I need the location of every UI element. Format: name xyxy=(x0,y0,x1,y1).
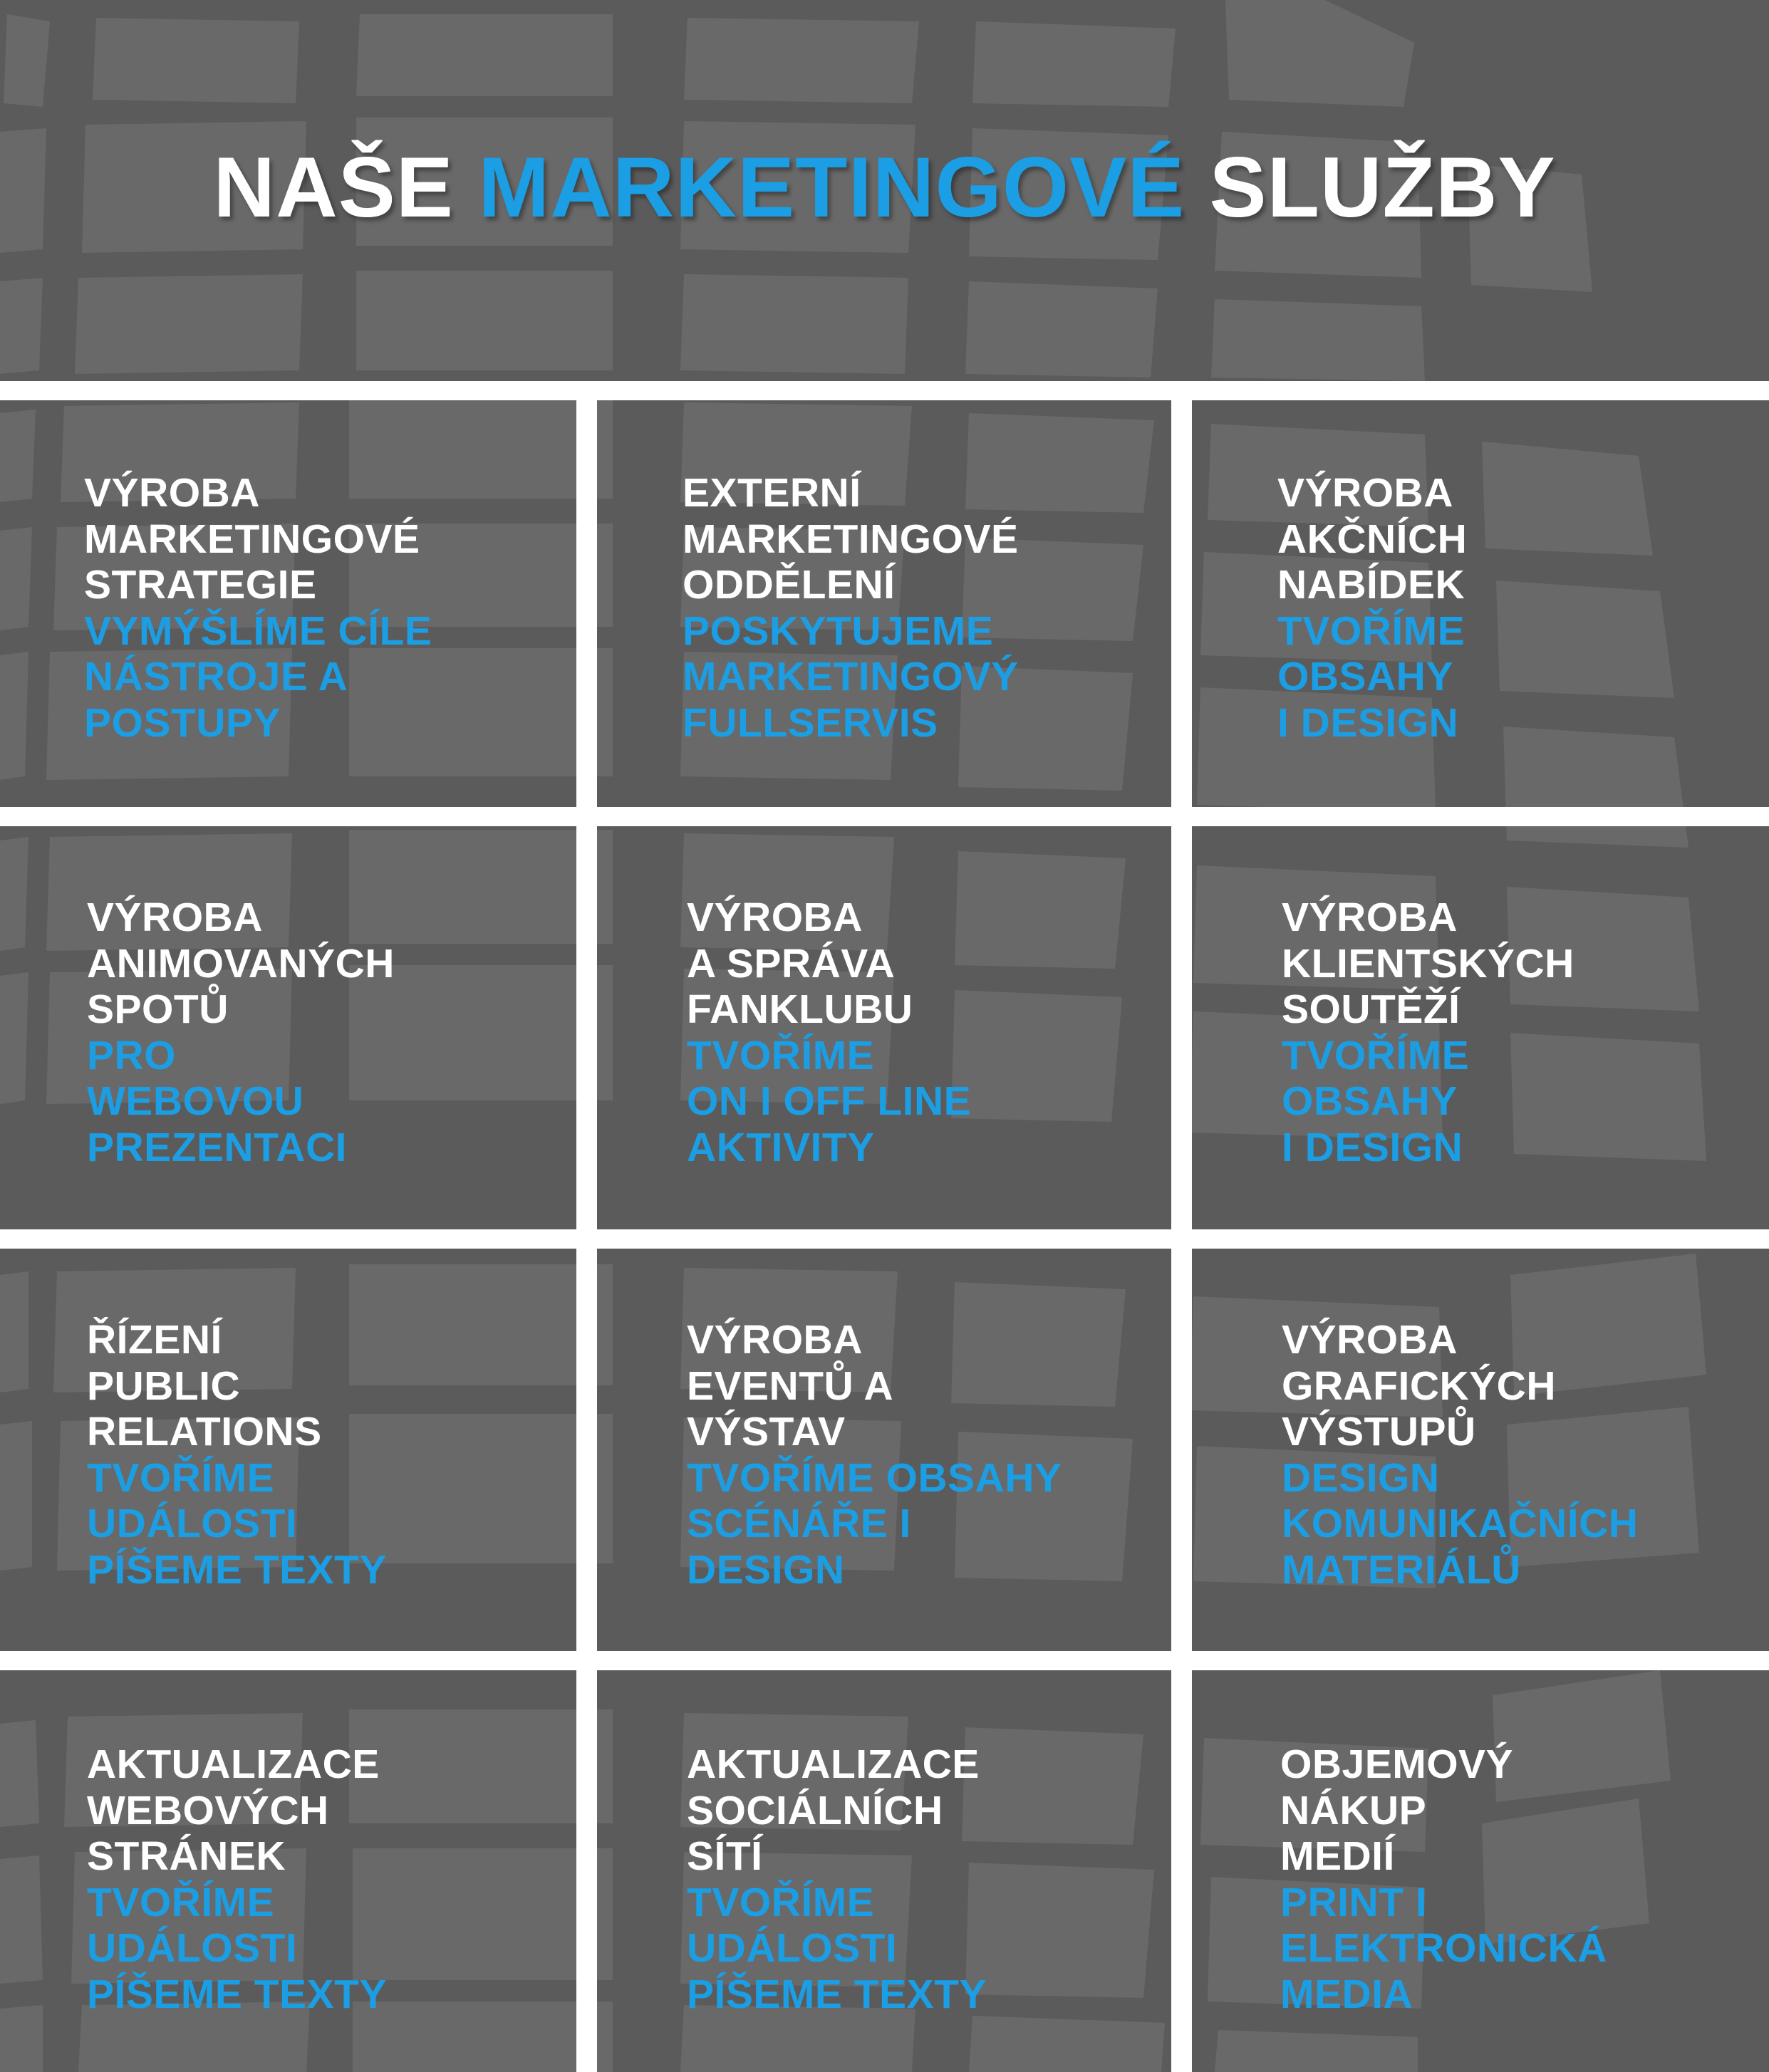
service-tile xyxy=(1192,400,1769,807)
service-title: VÝROBA ANIMOVANÝCH SPOTŮ xyxy=(87,895,395,1032)
service-tile xyxy=(1192,1670,1769,2072)
service-subtitle: POSKYTUJEME MARKETINGOVÝ FULLSERVIS xyxy=(683,608,1019,746)
service-title: VÝROBA KLIENTSKÝCH SOUTĚŽÍ xyxy=(1282,895,1575,1032)
service-title: VÝROBA EVENTŮ A VÝSTAV xyxy=(687,1317,894,1454)
service-subtitle: TVOŘÍME OBSAHY I DESIGN xyxy=(1277,608,1465,746)
service-title: VÝROBA MARKETINGOVÉ STRATEGIE xyxy=(84,470,420,608)
service-title: VÝROBA AKČNÍCH NABÍDEK xyxy=(1277,470,1468,608)
service-tile xyxy=(0,400,576,807)
divider-horizontal-1 xyxy=(0,807,1769,826)
service-tile xyxy=(597,1249,1171,1651)
divider-horizontal-2 xyxy=(0,1229,1769,1249)
service-subtitle: TVOŘÍME UDÁLOSTI PÍŠEME TEXTY xyxy=(87,1454,387,1593)
service-subtitle: TVOŘÍME ON I OFF LINE AKTIVITY xyxy=(687,1032,972,1170)
title-accent: MARKETINGOVÉ xyxy=(478,139,1186,235)
divider-horizontal-top xyxy=(0,381,1769,400)
page-title xyxy=(213,138,1555,236)
service-tile xyxy=(597,1670,1171,2072)
service-tile xyxy=(597,826,1171,1229)
divider-horizontal-3 xyxy=(0,1651,1769,1670)
service-tile xyxy=(1192,1249,1769,1651)
service-subtitle: PRINT I ELEKTRONICKÁ MEDIA xyxy=(1280,1879,1607,2017)
service-title: EXTERNÍ MARKETINGOVÉ ODDĚLENÍ xyxy=(683,470,1019,608)
service-subtitle: TVOŘÍME UDÁLOSTI PÍŠEME TEXTY xyxy=(687,1879,987,2017)
service-subtitle: VYMÝŠLÍME CÍLE NÁSTROJE A POSTUPY xyxy=(84,608,432,746)
service-subtitle: DESIGN KOMUNIKAČNÍCH MATERIÁLŮ xyxy=(1282,1454,1639,1593)
service-subtitle: TVOŘÍME OBSAHY I DESIGN xyxy=(1282,1032,1470,1170)
title-part-2: SLUŽBY xyxy=(1185,139,1556,235)
service-title: AKTUALIZACE SOCIÁLNÍCH SÍTÍ xyxy=(687,1742,980,1879)
service-title: VÝROBA A SPRÁVA FANKLUBU xyxy=(687,895,913,1032)
divider-vertical-2 xyxy=(1171,381,1192,2072)
service-title: OBJEMOVÝ NÁKUP MEDIÍ xyxy=(1280,1742,1514,1879)
divider-vertical-1 xyxy=(576,381,597,2072)
service-tile xyxy=(0,1670,576,2072)
service-subtitle: TVOŘÍME OBSAHY SCÉNÁŘE I DESIGN xyxy=(687,1454,1062,1593)
service-tile xyxy=(1192,826,1769,1229)
title-part-1: NAŠE xyxy=(213,139,479,235)
service-title: ŘÍZENÍ PUBLIC RELATIONS xyxy=(87,1317,322,1454)
service-tile xyxy=(0,1249,576,1651)
service-tile xyxy=(0,826,576,1229)
header xyxy=(0,0,1769,381)
service-title: VÝROBA GRAFICKÝCH VÝSTUPŮ xyxy=(1282,1317,1556,1454)
service-title: AKTUALIZACE WEBOVÝCH STRÁNEK xyxy=(87,1742,380,1879)
service-tile xyxy=(597,400,1171,807)
service-subtitle: PRO WEBOVOU PREZENTACI xyxy=(87,1032,347,1170)
service-subtitle: TVOŘÍME UDÁLOSTI PÍŠEME TEXTY xyxy=(87,1879,387,2017)
